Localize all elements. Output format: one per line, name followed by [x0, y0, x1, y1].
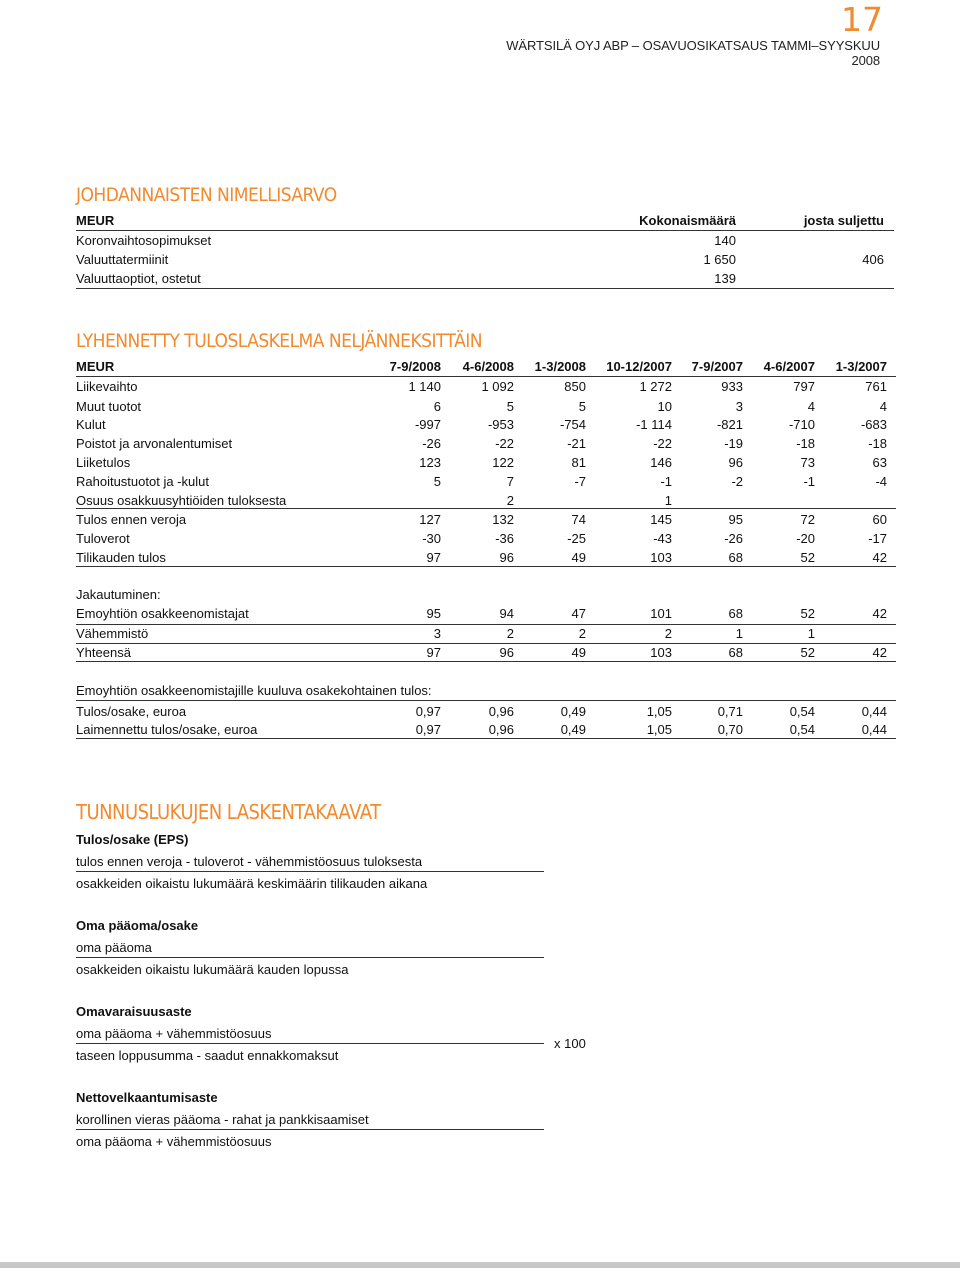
table-row	[76, 702, 896, 721]
divider-line	[76, 288, 894, 289]
row-label: MEUR	[76, 359, 115, 374]
table-cell: -19	[724, 436, 743, 451]
table-cell: 1,05	[646, 704, 672, 719]
table-cell: 122	[492, 455, 514, 470]
divider-line	[76, 957, 544, 958]
table-row	[76, 434, 896, 453]
table-cell: 0,97	[415, 722, 441, 737]
formula-denominator: taseen loppusumma - saadut ennakkomaksut	[76, 1048, 339, 1063]
table-row	[76, 529, 896, 548]
table-cell: 10	[657, 399, 672, 414]
table-cell: -20	[796, 531, 815, 546]
table-cell: 42	[872, 645, 887, 660]
formula-name: Nettovelkaantumisaste	[76, 1090, 218, 1105]
document-header: WÄRTSILÄ OYJ ABP – OSAVUOSIKATSAUS TAMMI–SYYSKUU 2008	[506, 38, 880, 68]
table-cell: 4	[807, 399, 815, 414]
table-cell: 139	[714, 271, 736, 286]
table-cell: -953	[487, 417, 514, 432]
table-row	[76, 510, 896, 529]
formula-denominator: oma pääoma + vähemmistöosuus	[76, 1134, 272, 1149]
table-cell: 6	[433, 399, 441, 414]
table-cell: 63	[872, 455, 887, 470]
header-cell: 4-6/2007	[763, 359, 815, 374]
table-cell: 2	[578, 626, 586, 641]
header-cell: MEUR	[76, 213, 115, 228]
table-cell: 68	[728, 645, 743, 660]
table-cell: -7	[574, 474, 586, 489]
table-cell: -22	[653, 436, 672, 451]
table-cell: 5	[578, 399, 586, 414]
table-cell: 850	[564, 379, 586, 394]
table-row	[76, 453, 896, 472]
table-cell: -21	[567, 436, 586, 451]
table-cell: 145	[650, 512, 672, 527]
table-cell: 73	[800, 455, 815, 470]
table-cell: -754	[559, 417, 586, 432]
table-cell: 96	[728, 455, 743, 470]
table-cell: 140	[714, 233, 736, 248]
divider-line	[76, 700, 896, 701]
table-row	[76, 269, 886, 288]
table-cell: 97	[426, 645, 441, 660]
table-cell: 103	[650, 550, 672, 565]
table-cell: -18	[868, 436, 887, 451]
table-cell: -1	[803, 474, 815, 489]
table-cell: 96	[499, 550, 514, 565]
table-cell: 94	[499, 606, 514, 621]
table-cell: 95	[728, 512, 743, 527]
table-row	[76, 250, 886, 269]
row-label: Muut tuotot	[76, 399, 142, 414]
table-cell: 0,71	[717, 704, 743, 719]
divider-line	[76, 566, 896, 567]
table-cell: 7	[506, 474, 514, 489]
divider-line	[76, 1043, 544, 1044]
row-label: Tulos/osake, euroa	[76, 704, 187, 719]
header-cell: josta suljettu	[803, 213, 884, 228]
row-label: Valuuttatermiinit	[76, 252, 169, 267]
table-cell: 2	[506, 626, 514, 641]
table-row	[76, 377, 896, 396]
table-cell: -17	[868, 531, 887, 546]
table-cell: 74	[571, 512, 586, 527]
row-label: Yhteensä	[76, 645, 131, 660]
row-label: Emoyhtiön osakkeenomistajat	[76, 606, 249, 621]
table-cell: -710	[788, 417, 815, 432]
table-cell: 72	[800, 512, 815, 527]
table-row	[76, 472, 896, 491]
table-cell: 68	[728, 550, 743, 565]
income-header-row	[76, 357, 896, 376]
table-cell: 68	[728, 606, 743, 621]
table-cell: 3	[735, 399, 743, 414]
table-cell: 5	[506, 399, 514, 414]
table-row	[76, 548, 896, 567]
header-cell: Kokonaismäärä	[639, 213, 736, 228]
table-cell: -1	[660, 474, 672, 489]
row-label: Valuuttaoptiot, ostetut	[76, 271, 201, 286]
table-cell: -821	[716, 417, 743, 432]
row-label: Kulut	[76, 417, 106, 432]
table-cell: -26	[422, 436, 441, 451]
table-cell: 4	[879, 399, 887, 414]
row-label: Rahoitustuotot ja -kulut	[76, 474, 209, 489]
table-cell: 0,54	[789, 722, 815, 737]
header-cell: 4-6/2008	[462, 359, 514, 374]
table-cell: -43	[653, 531, 672, 546]
table-cell: 47	[571, 606, 586, 621]
table-cell: 1 650	[703, 252, 736, 267]
row-label: Tilikauden tulos	[76, 550, 166, 565]
table-cell: 1,05	[646, 722, 672, 737]
table-cell: -22	[495, 436, 514, 451]
table-row	[76, 415, 896, 434]
header-cell: 1-3/2007	[835, 359, 887, 374]
table-cell: 3	[433, 626, 441, 641]
table-cell: 933	[721, 379, 743, 394]
row-label: Liikevaihto	[76, 379, 138, 394]
table-cell: -36	[495, 531, 514, 546]
table-cell: 52	[800, 550, 815, 565]
table-row	[76, 720, 896, 739]
row-label: Tulos ennen veroja	[76, 512, 187, 527]
formula-name: Tulos/osake (EPS)	[76, 832, 189, 847]
formula-name: Omavaraisuusaste	[76, 1004, 192, 1019]
table-cell: 0,97	[415, 704, 441, 719]
table-cell: 103	[650, 645, 672, 660]
table-cell: 42	[872, 550, 887, 565]
table-cell: -26	[724, 531, 743, 546]
table-cell: 52	[800, 606, 815, 621]
table-cell: 0,44	[861, 722, 887, 737]
table-cell: -18	[796, 436, 815, 451]
table-cell: -683	[860, 417, 887, 432]
table-row	[76, 231, 886, 250]
row-label: Osuus osakkuusyhtiöiden tuloksesta	[76, 493, 287, 508]
table-cell: 95	[426, 606, 441, 621]
row-label: Poistot ja arvonalentumiset	[76, 436, 233, 451]
table-cell: 5	[433, 474, 441, 489]
derivatives-header-row	[76, 211, 886, 230]
formula-numerator: oma pääoma + vähemmistöosuus	[76, 1026, 272, 1041]
formula-name: Oma pääoma/osake	[76, 918, 199, 933]
table-cell: 0,49	[560, 722, 586, 737]
divider-line	[76, 508, 896, 509]
row-label: Vähemmistö	[76, 626, 149, 641]
table-cell: 1 140	[408, 379, 441, 394]
row-label: Liiketulos	[76, 455, 131, 470]
table-cell: 0,54	[789, 704, 815, 719]
row-label: Koronvaihtosopimukset	[76, 233, 212, 248]
table-cell: 0,70	[717, 722, 743, 737]
table-cell: 0,49	[560, 704, 586, 719]
header-cell: 7-9/2008	[389, 359, 441, 374]
table-cell: -997	[414, 417, 441, 432]
derivatives-title: JOHDANNAISTEN NIMELLISARVO	[76, 184, 337, 206]
table-cell: 42	[872, 606, 887, 621]
table-cell: 2	[664, 626, 672, 641]
eps-label: Emoyhtiön osakkeenomistajille kuuluva osakekohtainen tulos:	[76, 683, 432, 698]
table-cell: 1 272	[639, 379, 672, 394]
table-cell: 1	[807, 626, 815, 641]
table-cell: 1	[664, 493, 672, 508]
row-label: Laimennettu tulos/osake, euroa	[76, 722, 258, 737]
formula-numerator: oma pääoma	[76, 940, 152, 955]
table-cell: 1 092	[481, 379, 514, 394]
formula-multiplier: x 100	[554, 1036, 586, 1051]
page-number: 17	[841, 0, 883, 39]
formula-denominator: osakkeiden oikaistu lukumäärä kauden lopussa	[76, 962, 349, 977]
table-cell: 0,96	[488, 722, 514, 737]
footer-bar	[0, 1262, 960, 1268]
table-cell: 406	[862, 252, 884, 267]
table-cell: 1	[735, 626, 743, 641]
table-cell: -25	[567, 531, 586, 546]
divider-line	[76, 738, 896, 739]
table-cell: 0,96	[488, 704, 514, 719]
table-cell: 97	[426, 550, 441, 565]
income-title: LYHENNETTY TULOSLASKELMA NELJÄNNEKSITTÄIN	[76, 330, 483, 352]
formula-denominator: osakkeiden oikaistu lukumäärä keskimäärin tilikauden aikana	[76, 876, 428, 891]
table-cell: 60	[872, 512, 887, 527]
table-cell: -1 114	[636, 417, 672, 432]
table-cell: 761	[865, 379, 887, 394]
header-cell: 7-9/2007	[691, 359, 743, 374]
table-cell: -2	[731, 474, 743, 489]
divider-line	[76, 1129, 544, 1130]
divider-line	[76, 643, 896, 644]
table-row	[76, 643, 896, 662]
table-cell: 49	[571, 550, 586, 565]
header-cell: 1-3/2008	[534, 359, 586, 374]
divider-line	[76, 624, 896, 625]
header-cell: 10-12/2007	[606, 359, 672, 374]
table-cell: 81	[571, 455, 586, 470]
divider-line	[76, 871, 544, 872]
table-row	[76, 624, 896, 643]
table-cell: 0,44	[861, 704, 887, 719]
table-cell: 101	[650, 606, 672, 621]
table-cell: 52	[800, 645, 815, 660]
table-row	[76, 604, 896, 623]
table-cell: 96	[499, 645, 514, 660]
table-cell: -30	[422, 531, 441, 546]
table-cell: 49	[571, 645, 586, 660]
table-cell: 146	[650, 455, 672, 470]
row-label: Tuloverot	[76, 531, 130, 546]
divider-line	[76, 661, 896, 662]
table-cell: 127	[419, 512, 441, 527]
table-cell: 132	[492, 512, 514, 527]
formula-numerator: korollinen vieras pääoma - rahat ja pankkisaamiset	[76, 1112, 369, 1127]
table-cell: -4	[875, 474, 887, 489]
formulas-title: TUNNUSLUKUJEN LASKENTAKAAVAT	[76, 800, 381, 824]
distribution-label: Jakautuminen:	[76, 587, 161, 602]
table-cell: 797	[793, 379, 815, 394]
formula-numerator: tulos ennen veroja - tuloverot - vähemmistöosuus tuloksesta	[76, 854, 423, 869]
table-cell: 2	[506, 493, 514, 508]
table-cell: 123	[419, 455, 441, 470]
table-row	[76, 397, 896, 416]
